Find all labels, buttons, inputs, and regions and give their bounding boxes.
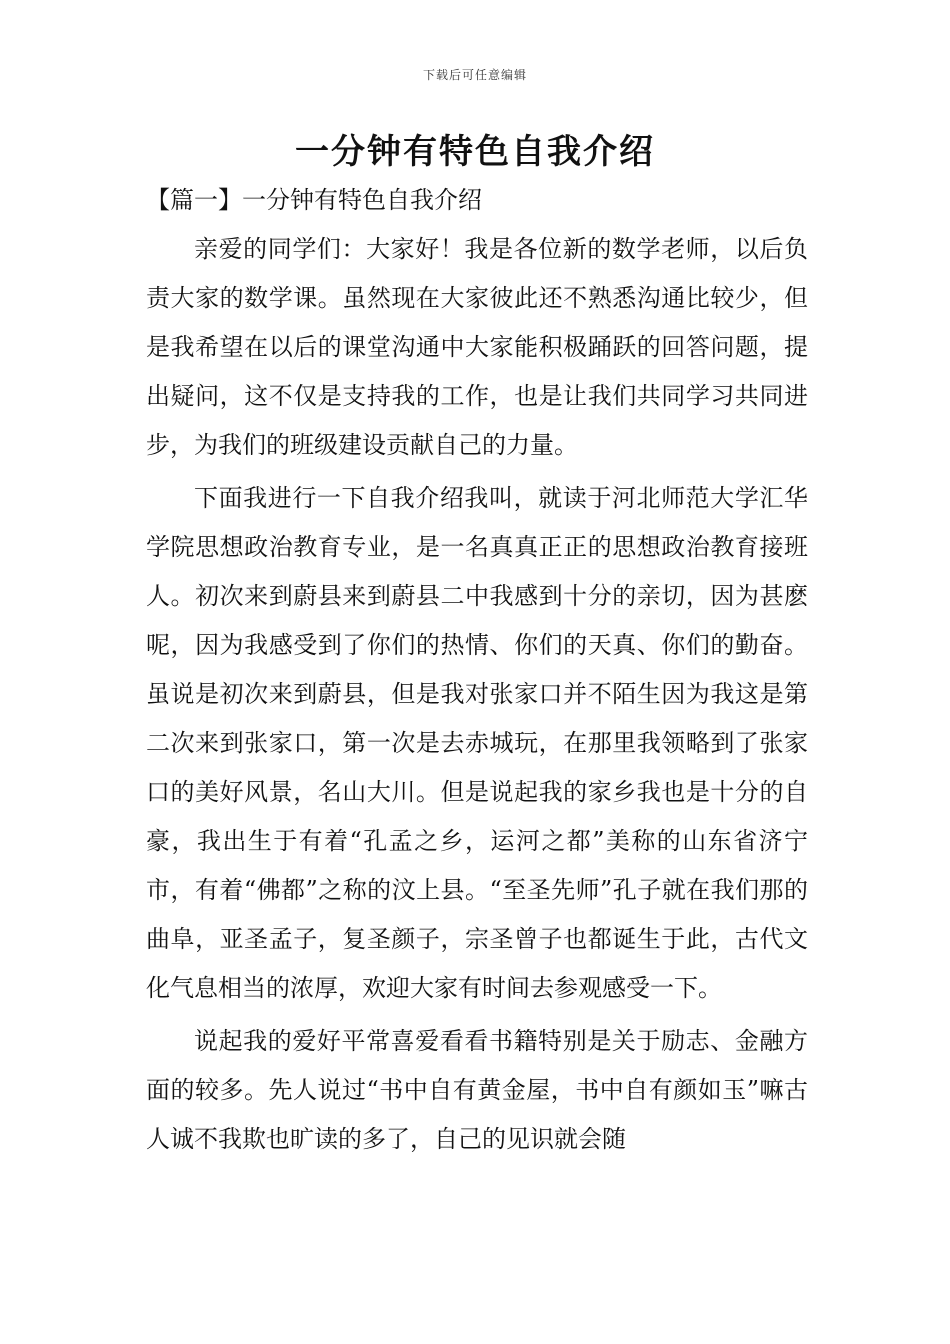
body-text xyxy=(146,225,808,1168)
paragraph-1: 亲爱的同学们：大家好！我是各位新的数学老师，以后负责大家的数学课。虽然现在大家彼此还不熟悉沟通比较少，但是我希望在以后的课堂沟通中大家能积极踊跃的回答问题，提出疑问，这不仅是支持我的工作，也是让我们共同学习共同进步，为我们的班级建设贡献自己的力量。 xyxy=(146,235,808,459)
paragraph-3: 说起我的爱好平常喜爱看看书籍特别是关于励志、金融方面的较多。先人说过“书中自有黄金屋，书中自有颜如玉”嘛古人诚不我欺也旷读的多了，自己的见识就会随 xyxy=(146,1027,808,1153)
paragraph-2: 下面我进行一下自我介绍我叫，就读于河北师范大学汇华学院思想政治教育专业，是一名真真正正的思想政治教育接班人。初次来到蔚县来到蔚县二中我感到十分的亲切，因为甚麽呢，因为我感受到了你们的热情、你们的天真、你们的勤奋。虽说是初次来到蔚县，但是我对张家口并不陌生因为我这是第二次来到张家口，第一次是去赤城玩，在那里我领略到了张家口的美好风景，名山大川。但是说起我的家乡我也是十分的自豪，我出生于有着“孔孟之乡，运河之都”美称的山东省济宁市，有着“佛都”之称的汶上县。“至圣先师”孔子就在我们那的曲阜，亚圣孟子，复圣颜子，宗圣曾子也都诞生于此，古代文化气息相当的浓厚，欢迎大家有时间去参观感受一下。 xyxy=(146,484,808,1002)
section-heading: 【篇一】一分钟有特色自我介绍 xyxy=(146,186,482,214)
document-title: 一分钟有特色自我介绍 xyxy=(295,132,655,172)
header-note: 下载后可任意编辑 xyxy=(422,68,527,82)
